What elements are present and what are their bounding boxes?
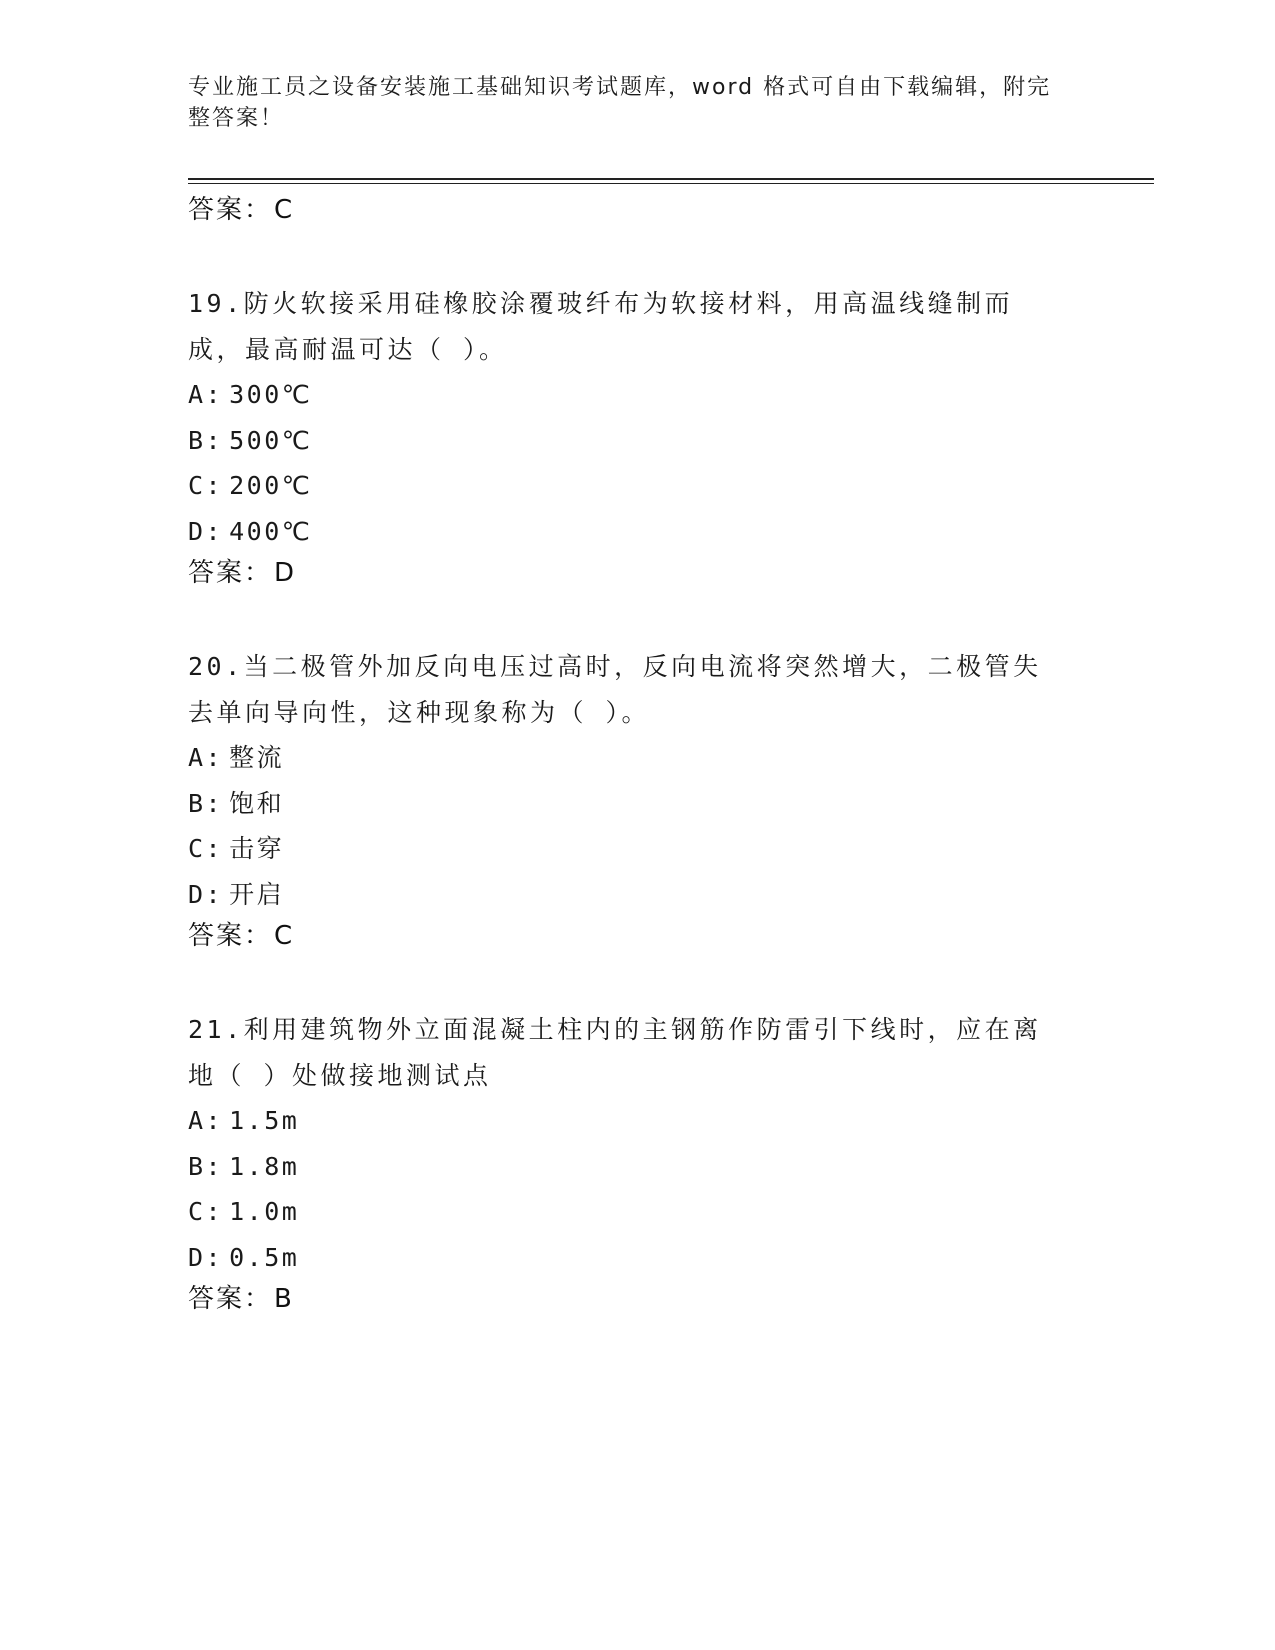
option-text: 整流 (229, 743, 285, 772)
option-text: 300℃ (229, 380, 313, 409)
option-text: 400℃ (229, 516, 313, 546)
option-b (188, 1144, 1088, 1190)
answer-value: B (274, 1284, 292, 1314)
option-a (188, 372, 1088, 418)
question-answer (188, 917, 1088, 955)
option-d (188, 1235, 1088, 1281)
option-text: 200℃ (229, 471, 313, 500)
header-rule-thick (188, 178, 1154, 180)
option-d (188, 872, 1088, 918)
previous-answer (188, 191, 1088, 229)
option-b (188, 781, 1088, 827)
answer-label: 答案： (188, 558, 273, 588)
option-a (188, 1098, 1088, 1144)
option-letter: C: (188, 1197, 224, 1226)
option-letter: D: (188, 879, 224, 909)
option-letter: A: (188, 380, 224, 409)
answer-label: 答案： (188, 921, 273, 951)
option-letter: C: (188, 471, 224, 500)
question-19 (188, 281, 1088, 592)
option-text: 1.8m (229, 1151, 300, 1181)
question-list (188, 191, 1088, 1318)
question-21 (188, 1007, 1088, 1318)
option-text: 击穿 (229, 834, 285, 863)
option-letter: B: (188, 425, 224, 455)
option-text: 500℃ (229, 425, 313, 455)
option-text: 饱和 (229, 788, 285, 818)
question-answer (188, 1280, 1088, 1318)
option-letter: D: (188, 1242, 224, 1272)
answer-value: C (274, 921, 293, 951)
answer-value: C (274, 195, 293, 225)
option-letter: A: (188, 743, 224, 772)
option-letter: B: (188, 1151, 224, 1181)
question-stem: 21.利用建筑物外立面混凝土柱内的主钢筋作防雷引下线时，应在离地（ ）处做接地测试点 (188, 1015, 1042, 1090)
option-a (188, 735, 1088, 781)
header-rule-thin (188, 183, 1154, 184)
option-letter: C: (188, 834, 224, 863)
option-text: 1.0m (229, 1197, 300, 1226)
question-stem: 19.防火软接采用硅橡胶涂覆玻纤布为软接材料，用高温线缝制而成，最高耐温可达（ ）。 (188, 289, 1014, 364)
option-c (188, 826, 1088, 872)
question-20 (188, 644, 1088, 955)
answer-label: 答案： (188, 1284, 273, 1314)
option-letter: A: (188, 1106, 224, 1135)
option-letter: D: (188, 516, 224, 546)
option-text: 0.5m (229, 1242, 300, 1272)
question-stem: 20.当二极管外加反向电压过高时，反向电流将突然增大，二极管失去单向导向性，这种现象称为（ ）。 (188, 652, 1042, 727)
option-text: 1.5m (229, 1106, 300, 1135)
question-answer (188, 554, 1088, 592)
option-c (188, 463, 1088, 509)
option-b (188, 418, 1088, 464)
page-header: 专业施工员之设备安装施工基础知识考试题库，word 格式可自由下载编辑，附完整答案！ (188, 75, 1052, 131)
option-c (188, 1189, 1088, 1235)
option-d (188, 509, 1088, 555)
option-letter: B: (188, 788, 224, 818)
answer-value: D (274, 558, 295, 588)
answer-label: 答案： (188, 195, 273, 225)
option-text: 开启 (229, 879, 285, 909)
